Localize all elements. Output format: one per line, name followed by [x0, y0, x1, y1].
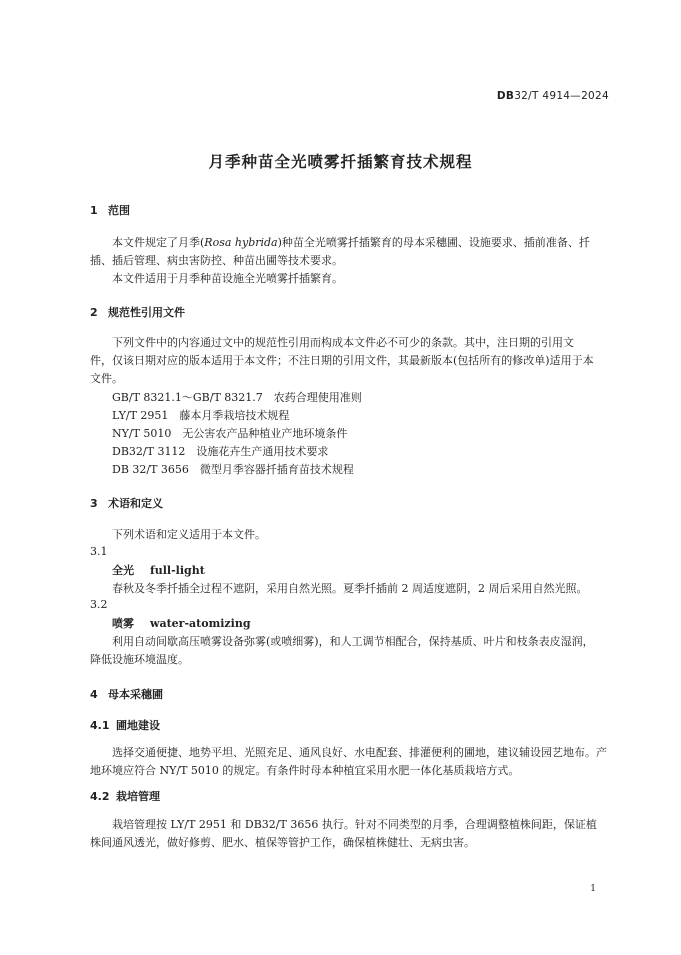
s4-2-line-2: 株间通风透光，做好修剪、肥水、植保等管护工作，确保植株健壮、无病虫害。 — [90, 836, 475, 849]
page-number: 1 — [590, 884, 596, 894]
s4-2-line-1: 栽培管理按 LY/T 2951 和 DB32/T 3656 执行。针对不同类型的月季，合理调整植株间距，保证植 — [112, 818, 597, 831]
term-definition-line-2: 降低设施环境温度。 — [90, 653, 189, 666]
term-definition: 春秋及冬季扦插全过程不遮阴，采用自然光照。夏季扦插前 2 周适度遮阴，2 周后采用自然光照。 — [112, 582, 588, 595]
s2-paragraph-line-1: 下列文件中的内容通过文中的规范性引用而构成本文件必不可少的条款。其中，注日期的引用文 — [112, 336, 574, 349]
term-title: 喷雾 water-atomizing — [112, 617, 251, 630]
s1-paragraph-line-2: 插、插后管理、病虫害防控、种苗出圃等技术要求。 — [90, 254, 343, 267]
section-2-heading: 2 规范性引用文件 — [90, 306, 185, 319]
reference-item: DB32/T 3112 设施花卉生产通用技术要求 — [112, 445, 329, 458]
reference-item: GB/T 8321.1～GB/T 8321.7 农药合理使用准则 — [112, 391, 362, 404]
section-4-2-heading: 4.2 栽培管理 — [90, 790, 160, 803]
s3-intro: 下列术语和定义适用于本文件。 — [112, 528, 266, 541]
s4-1-line-2: 地环境应符合 NY/T 5010 的规定。有条件时母本种植宜采用水肥一体化基质栽培方式。 — [90, 764, 520, 777]
term-definition-line-1: 利用自动间歇高压喷雾设备弥雾(或喷细雾)，和人工调节相配合，保持基质、叶片和枝条表皮湿润， — [112, 635, 594, 648]
document-code: DB32/T 4914—2024 — [496, 90, 609, 102]
s1-paragraph-line-1: 本文件规定了月季(Rosa hybrida)种苗全光喷雾扦插繁育的母本采穗圃、设施要求、插前准备、扦 — [112, 236, 590, 249]
term-number: 3.1 — [90, 545, 108, 558]
s2-paragraph-line-2: 件，仅该日期对应的版本适用于本文件；不注日期的引用文件，其最新版本(包括所有的修改单)适用于本 — [90, 354, 594, 367]
page-title: 月季种苗全光喷雾扦插繁育技术规程 — [208, 153, 473, 171]
section-4-heading: 4 母本采穗圃 — [90, 688, 163, 701]
section-4-1-heading: 4.1 圃地建设 — [90, 719, 160, 732]
reference-item: LY/T 2951 藤本月季栽培技术规程 — [112, 409, 290, 422]
term-title: 全光 full-light — [112, 564, 205, 577]
term-number: 3.2 — [90, 598, 108, 611]
reference-item: NY/T 5010 无公害农产品种植业产地环境条件 — [112, 427, 348, 440]
section-3-heading: 3 术语和定义 — [90, 497, 163, 510]
s4-1-line-1: 选择交通便捷、地势平坦、光照充足、通风良好、水电配套、排灌便利的圃地，建议辅设园艺地布。产 — [112, 746, 607, 759]
section-1-heading: 1 范围 — [90, 204, 130, 217]
s2-paragraph-line-3: 文件。 — [90, 372, 123, 385]
reference-item: DB 32/T 3656 微型月季容器扦插育苗技术规程 — [112, 463, 354, 476]
s1-paragraph-2: 本文件适用于月季种苗设施全光喷雾扦插繁育。 — [112, 272, 343, 285]
